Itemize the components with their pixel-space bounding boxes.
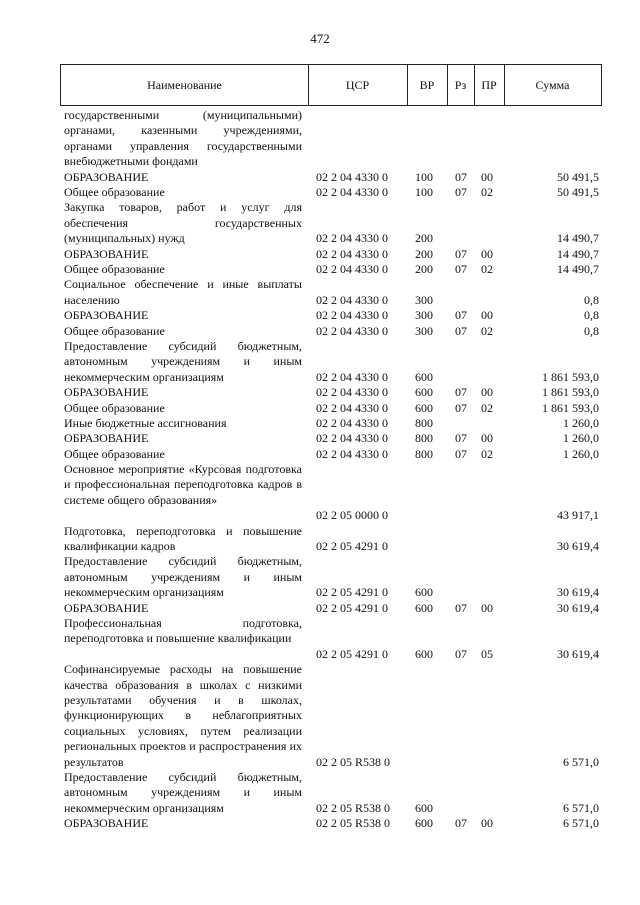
column-header-pr: ПР (474, 65, 505, 105)
table-row (0, 200, 640, 246)
row-sum: 6 571,0 (563, 754, 599, 769)
row-sum: 30 619,4 (557, 585, 599, 600)
row-sum: 0,8 (584, 308, 599, 323)
row-csr: 02 2 04 4330 0 (316, 323, 388, 338)
row-pr: 02 (481, 323, 493, 338)
row-vr: 100 (415, 184, 433, 199)
row-name: Подготовка, переподготовка и повышение квалификации кадров (64, 523, 302, 554)
row-name: ОБРАЗОВАНИЕ (64, 246, 149, 261)
row-sum: 1 260,0 (563, 446, 599, 461)
row-name: Софинансируемые расходы на повышение качества образования в школах с низкими результатами обучения и в школах, функционирующих в неблагоприятных социальных условиях, путем реализации региональных проектов и распространения их результатов (64, 662, 302, 769)
row-csr: 02 2 05 4291 0 (316, 539, 388, 554)
table-row (0, 431, 640, 446)
table-row (0, 524, 640, 555)
row-csr: 02 2 04 4330 0 (316, 292, 388, 307)
row-csr: 02 2 04 4330 0 (316, 385, 388, 400)
row-name: ОБРАЗОВАНИЕ (64, 308, 149, 323)
row-rz: 07 (455, 261, 467, 276)
row-sum: 0,8 (584, 292, 599, 307)
page-number: 472 (310, 31, 330, 46)
row-vr: 800 (415, 415, 433, 430)
row-vr: 600 (415, 600, 433, 615)
row-csr: 02 2 05 R538 0 (316, 800, 391, 815)
row-rz: 07 (455, 169, 467, 184)
row-vr: 600 (415, 385, 433, 400)
row-rz: 07 (455, 816, 467, 831)
row-name: Общее образование (64, 446, 165, 461)
row-pr: 02 (481, 261, 493, 276)
row-pr: 02 (481, 400, 493, 415)
column-header-name: Наименование (61, 65, 309, 105)
row-rz: 07 (455, 308, 467, 323)
row-sum: 6 571,0 (563, 800, 599, 815)
table-row (0, 662, 640, 770)
row-sum: 1 861 593,0 (542, 385, 599, 400)
table-row (0, 462, 640, 524)
row-rz: 07 (455, 400, 467, 415)
row-sum: 1 861 593,0 (542, 369, 599, 384)
row-pr: 02 (481, 184, 493, 199)
row-csr: 02 2 04 4330 0 (316, 431, 388, 446)
row-pr: 02 (481, 446, 493, 461)
row-name: ОБРАЗОВАНИЕ (64, 385, 149, 400)
row-csr: 02 2 04 4330 0 (316, 415, 388, 430)
row-sum: 30 619,4 (557, 539, 599, 554)
row-vr: 200 (415, 246, 433, 261)
row-vr: 600 (415, 816, 433, 831)
row-vr: 600 (415, 585, 433, 600)
row-name: Предоставление субсидий бюджетным, автономным учреждениям и иным некоммерческим организациям (64, 338, 302, 384)
column-header-csr: ЦСР (308, 65, 408, 105)
column-header-sum: Сумма (535, 78, 570, 92)
table-row (0, 416, 640, 431)
row-rz: 07 (455, 246, 467, 261)
column-header-vr: ВР (407, 65, 448, 105)
row-pr: 00 (481, 246, 493, 261)
row-pr: 00 (481, 816, 493, 831)
table-row (0, 108, 640, 170)
row-vr: 600 (415, 400, 433, 415)
table-row (0, 308, 640, 323)
row-sum: 1 861 593,0 (542, 400, 599, 415)
row-csr: 02 2 04 4330 0 (316, 400, 388, 415)
row-vr: 100 (415, 169, 433, 184)
row-csr: 02 2 04 4330 0 (316, 446, 388, 461)
row-vr: 200 (415, 261, 433, 276)
row-sum: 6 571,0 (563, 816, 599, 831)
row-csr: 02 2 04 4330 0 (316, 231, 388, 246)
table-row (0, 554, 640, 600)
row-sum: 0,8 (584, 323, 599, 338)
row-name: ОБРАЗОВАНИЕ (64, 431, 149, 446)
row-sum: 1 260,0 (563, 431, 599, 446)
table-row (0, 816, 640, 831)
row-name: Иные бюджетные ассигнования (64, 415, 227, 430)
row-csr: 02 2 05 4291 0 (316, 600, 388, 615)
row-pr: 00 (481, 600, 493, 615)
row-csr: 02 2 05 R538 0 (316, 754, 391, 769)
row-vr: 300 (415, 292, 433, 307)
row-name: Общее образование (64, 184, 165, 199)
row-sum: 30 619,4 (557, 646, 599, 661)
row-name: Предоставление субсидий бюджетным, автономным учреждениям и иным некоммерческим организациям (64, 554, 302, 600)
row-sum: 14 490,7 (557, 261, 599, 276)
row-csr: 02 2 05 4291 0 (316, 585, 388, 600)
table-row (0, 170, 640, 185)
row-vr: 600 (415, 646, 433, 661)
table-row (0, 616, 640, 662)
row-vr: 800 (415, 431, 433, 446)
row-csr: 02 2 05 0000 0 (316, 508, 388, 523)
row-rz: 07 (455, 323, 467, 338)
table-row (0, 247, 640, 262)
row-pr: 00 (481, 385, 493, 400)
row-pr: 05 (481, 646, 493, 661)
row-rz: 07 (455, 646, 467, 661)
row-name: Общее образование (64, 400, 165, 415)
row-name: Профессиональная подготовка, переподготовка и повышение квалификации (64, 616, 302, 646)
row-vr: 300 (415, 323, 433, 338)
table-row (0, 339, 640, 385)
row-sum: 14 490,7 (557, 246, 599, 261)
table-row (0, 447, 640, 462)
table-row (0, 277, 640, 308)
column-header-rz: Рз (447, 65, 475, 105)
row-pr: 00 (481, 169, 493, 184)
row-sum: 50 491,5 (557, 184, 599, 199)
row-name: государственными (муниципальными) органами, казенными учреждениями, органами управления государственными внебюджетными фондами (64, 108, 302, 169)
table-row (0, 185, 640, 200)
row-csr: 02 2 04 4330 0 (316, 369, 388, 384)
row-csr: 02 2 04 4330 0 (316, 246, 388, 261)
row-vr: 800 (415, 446, 433, 461)
table-row (0, 262, 640, 277)
row-csr: 02 2 05 4291 0 (316, 646, 388, 661)
row-csr: 02 2 04 4330 0 (316, 308, 388, 323)
row-sum: 14 490,7 (557, 231, 599, 246)
row-name: Предоставление субсидий бюджетным, автономным учреждениям и иным некоммерческим организациям (64, 770, 302, 815)
row-sum: 50 491,5 (557, 169, 599, 184)
row-vr: 600 (415, 369, 433, 384)
row-vr: 300 (415, 308, 433, 323)
row-csr: 02 2 04 4330 0 (316, 169, 388, 184)
row-name: Общее образование (64, 323, 165, 338)
row-rz: 07 (455, 446, 467, 461)
row-name: ОБРАЗОВАНИЕ (64, 600, 149, 615)
row-name: ОБРАЗОВАНИЕ (64, 169, 149, 184)
table-row (0, 770, 640, 816)
row-vr: 600 (415, 800, 433, 815)
row-name: Общее образование (64, 261, 165, 276)
row-csr: 02 2 04 4330 0 (316, 261, 388, 276)
table-row (0, 401, 640, 416)
row-sum: 43 917,1 (557, 508, 599, 523)
row-name: Социальное обеспечение и иные выплаты населению (64, 277, 302, 307)
row-sum: 30 619,4 (557, 600, 599, 615)
row-vr: 200 (415, 231, 433, 246)
row-csr: 02 2 05 R538 0 (316, 816, 391, 831)
row-name: Основное мероприятие «Курсовая подготовка и профессиональная переподготовка кадров в системе общего образования» (64, 462, 302, 507)
row-name: Закупка товаров, работ и услуг для обеспечения государственных (муниципальных) нужд (64, 200, 302, 246)
table-body (0, 108, 640, 832)
row-name: ОБРАЗОВАНИЕ (64, 816, 149, 831)
table-row (0, 601, 640, 616)
row-csr: 02 2 04 4330 0 (316, 184, 388, 199)
row-rz: 07 (455, 600, 467, 615)
row-pr: 00 (481, 431, 493, 446)
row-pr: 00 (481, 308, 493, 323)
row-rz: 07 (455, 184, 467, 199)
row-rz: 07 (455, 385, 467, 400)
row-rz: 07 (455, 431, 467, 446)
row-sum: 1 260,0 (563, 415, 599, 430)
table-row (0, 324, 640, 339)
table-row (0, 385, 640, 400)
table-header (60, 64, 602, 106)
